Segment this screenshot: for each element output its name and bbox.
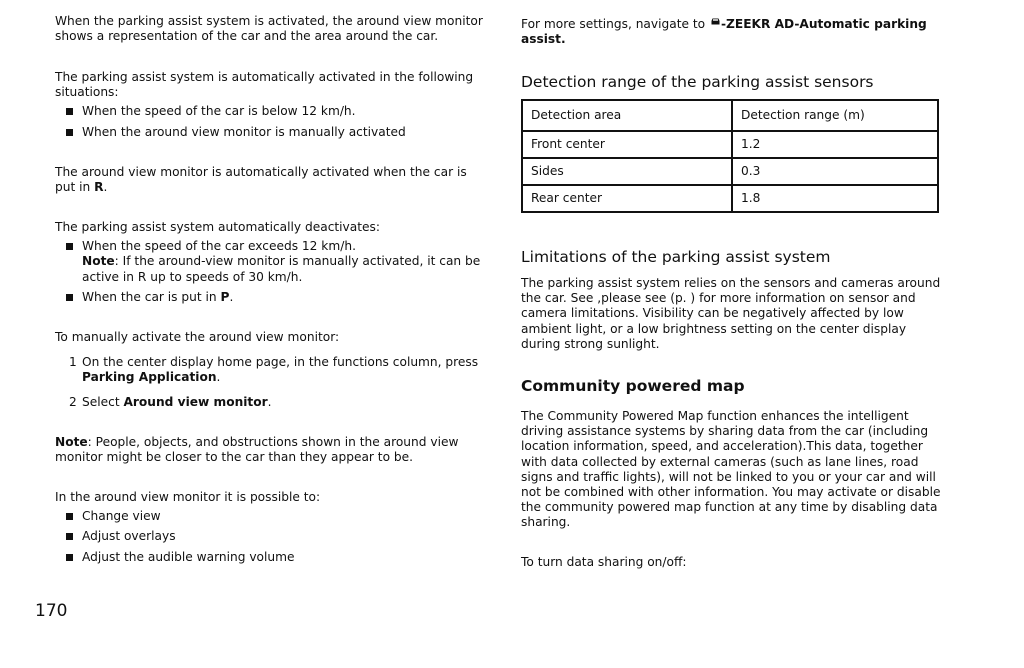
car-icon bbox=[711, 18, 720, 25]
limitations-paragraph: The parking assist system relies on the sensors and cameras around the car. See ,please see (p. ) for more information on sensor and camera limitations. Visibility can be negatively affected by low ambient light, or a low brightness setting on the center display during strong sunlight. bbox=[521, 276, 941, 351]
manual-activation-section bbox=[55, 330, 485, 419]
detection-heading: Detection range of the parking assist sensors bbox=[521, 73, 874, 91]
avm-auto-paragraph: The around view monitor is automatically activated when the car is put in R. bbox=[55, 165, 467, 195]
table-cell: 1.8 bbox=[732, 185, 938, 212]
detection-table bbox=[521, 99, 939, 213]
auto-deactivation-section bbox=[55, 220, 485, 305]
community-paragraph: The Community Powered Map function enhances the intelligent driving assistance systems by sharing data from the car (including location information, speed, and acceleration).This data, together with data collected by external cameras (such as lane lines, road signs and traffic lights), will not be linked to you or your car and will not be combined with other information. You may activate or disable the community powered map function at any time by disabling data sharing. bbox=[521, 409, 941, 530]
table-row bbox=[522, 158, 938, 185]
table-cell: Front center bbox=[522, 131, 732, 158]
step-item: 2 Select Around view monitor. bbox=[69, 394, 272, 409]
gear-r: R bbox=[94, 180, 104, 195]
page-number: 170 bbox=[35, 601, 68, 621]
table-cell: Sides bbox=[522, 158, 732, 185]
note-paragraph: Note: People, objects, and obstructions shown in the around view monitor might be closer to the car than they appear to be. bbox=[55, 435, 459, 465]
note-label: Note bbox=[82, 254, 115, 269]
auto-deactivation-lead: The parking assist system automatically deactivates: bbox=[55, 220, 380, 234]
square-bullet-icon bbox=[66, 294, 73, 301]
manual-activation-lead: To manually activate the around view monitor: bbox=[55, 330, 340, 344]
toggle-lead: To turn data sharing on/off: bbox=[521, 555, 687, 569]
gear-p: P bbox=[220, 289, 230, 304]
header-cell: Detection area bbox=[522, 100, 732, 131]
table-cell: 1.2 bbox=[732, 131, 938, 158]
list-item: When the around view monitor is manually activated bbox=[55, 125, 485, 140]
limitations-heading: Limitations of the parking assist system bbox=[521, 248, 831, 266]
header-cell: Detection range (m) bbox=[732, 100, 938, 131]
list-item: When the speed of the car is below 12 km/h. bbox=[55, 104, 485, 119]
auto-activation-list bbox=[55, 104, 485, 139]
auto-activation-lead: The parking assist system is automatically activated in the following situations: bbox=[55, 70, 474, 100]
table-header-row bbox=[522, 100, 938, 131]
list-item: When the speed of the car exceeds 12 km/h. Note: If the around-view monitor is manually activated, it can be active in R up to speeds of 30 km/h. bbox=[55, 239, 485, 285]
auto-activation-section bbox=[55, 70, 485, 140]
manual-activation-steps bbox=[55, 355, 485, 410]
square-bullet-icon bbox=[66, 243, 73, 250]
community-heading: Community powered map bbox=[521, 377, 745, 395]
possible-lead: In the around view monitor it is possible to: bbox=[55, 490, 321, 504]
intro-paragraph: When the parking assist system is activated, the around view monitor shows a representation of the car and the area around the car. bbox=[55, 14, 483, 44]
list-item: Change view bbox=[55, 509, 485, 524]
table-cell: 0.3 bbox=[732, 158, 938, 185]
list-item: Adjust overlays bbox=[55, 529, 485, 544]
table-row bbox=[522, 185, 938, 212]
auto-deactivation-list bbox=[55, 239, 485, 305]
square-bullet-icon bbox=[66, 513, 73, 520]
step-item: 1 On the center display home page, in the functions column, press Parking Application. bbox=[69, 355, 479, 385]
note-label: Note bbox=[55, 435, 88, 449]
list-item: Adjust the audible warning volume bbox=[55, 550, 485, 565]
settings-paragraph: For more settings, navigate to -ZEEKR AD-Automatic parking assist. bbox=[521, 17, 927, 47]
square-bullet-icon bbox=[66, 554, 73, 561]
table-row bbox=[522, 131, 938, 158]
possible-section bbox=[55, 490, 485, 565]
table-cell: Rear center bbox=[522, 185, 732, 212]
possible-list bbox=[55, 509, 485, 565]
square-bullet-icon bbox=[66, 108, 73, 115]
square-bullet-icon bbox=[66, 129, 73, 136]
settings-path: -ZEEKR AD-Automatic parking assist bbox=[521, 17, 927, 47]
list-item: When the car is put in P. bbox=[55, 290, 485, 305]
square-bullet-icon bbox=[66, 533, 73, 540]
